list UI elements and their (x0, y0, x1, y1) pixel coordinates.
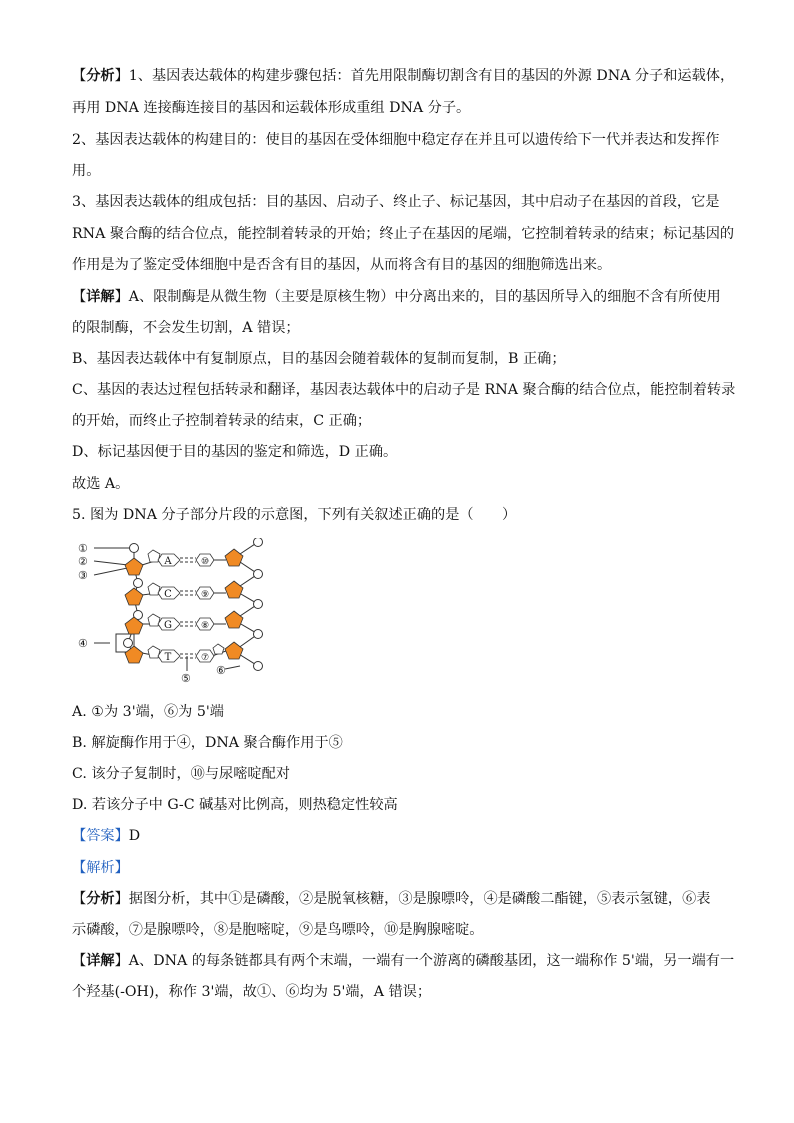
phosphate-circle (130, 544, 139, 553)
text-line: 【分析】据图分析，其中①是磷酸，②是脱氧核糖，③是腺嘌呤，④是磷酸二酯键，⑤表示氢键，⑥表 (72, 891, 711, 907)
sugar-pentagon (225, 642, 243, 659)
analysis-heading: 【解析】 (72, 860, 129, 876)
sugar-pentagon (225, 549, 243, 566)
base-label: ⑧ (200, 621, 210, 631)
callout-label: ⑥ (216, 664, 226, 677)
text-line: B、基因表达载体中有复制原点，目的基因会随着载体的复制而复制，B 正确； (72, 351, 566, 367)
sugar-pentagon (225, 581, 243, 598)
phosphate-circle (254, 538, 263, 547)
text-line: C、基因的表达过程包括转录和翻译，基因表达载体中的启动子是 RNA 聚合酶的结合位点，能控制着转录 (72, 382, 736, 398)
text-line: 2、基因表达载体的构建目的：使目的基因在受体细胞中稳定存在并且可以遗传给下一代并表达和发挥作 (72, 132, 720, 148)
text-line: 3、基因表达载体的组成包括：目的基因、启动子、终止子、标记基因，其中启动子在基因的首段，它是 (72, 194, 720, 210)
callout-label: ④ (78, 637, 88, 650)
text-line: 【分析】1、基因表达载体的构建步骤包括：首先用限制酶切割含有目的基因的外源 DNA 分子和运载体， (72, 68, 735, 84)
callout-label: ② (78, 555, 88, 568)
callout-label: ① (78, 542, 88, 555)
text-line: 示磷酸，⑦是腺嘌呤，⑧是胞嘧啶，⑨是鸟嘌呤，⑩是胸腺嘧啶。 (72, 922, 484, 938)
phosphate-circle (254, 662, 263, 671)
phosphate-circle (254, 600, 263, 609)
text-line: 故选 A。 (72, 476, 130, 492)
sugar-pentagon (125, 646, 143, 663)
sugar-pentagon (225, 611, 243, 628)
phosphate-circle (254, 570, 263, 579)
sugar-pentagon (125, 588, 143, 605)
answer-line (72, 826, 140, 846)
phosphate-circle (134, 579, 143, 588)
text-line: 作用是为了鉴定受体细胞中是否含有目的基因，从而将含有目的基因的细胞筛选出来。 (72, 257, 612, 273)
text-line: 用。 (72, 163, 101, 179)
text-line: 的限制酶，不会发生切割，A 错误； (72, 320, 300, 336)
text-line: 的开始，而终止子控制着转录的结束，C 正确； (72, 413, 372, 429)
text-line: 再用 DNA 连接酶连接目的基因和运载体形成重组 DNA 分子。 (72, 100, 471, 116)
callout-label: ⑤ (181, 672, 191, 684)
base-pentagon (213, 644, 224, 654)
text-line: 【详解】A、DNA 的每条链都具有两个末端，一端有一个游离的磷酸基团，这一端称作 5'端，另一端有一 (72, 953, 735, 969)
sugar-pentagon (125, 558, 143, 575)
option-b[interactable]: B. 解旋酶作用于④，DNA 聚合酶作用于⑤ (72, 735, 343, 751)
text-line: 【详解】A、限制酶是从微生物（主要是原核生物）中分离出来的，目的基因所导入的细胞不含有所使用 (72, 289, 721, 305)
text-line: D、标记基因便于目的基因的鉴定和筛选，D 正确。 (72, 444, 398, 460)
base-label: T (164, 652, 172, 663)
base-label: ⑨ (200, 590, 210, 600)
dna-diagram (72, 538, 272, 684)
question-stem: 5. 图为 DNA 分子部分片段的示意图，下列有关叙述正确的是（ ） (72, 507, 517, 523)
base-label: ⑩ (200, 557, 210, 567)
base-label: ⑦ (200, 653, 210, 663)
option-a[interactable]: A. ①为 3'端，⑥为 5'端 (72, 704, 224, 720)
answer-value: D (128, 828, 141, 844)
option-d[interactable]: D. 若该分子中 G-C 碱基对比例高，则热稳定性较高 (72, 797, 398, 813)
phosphate-circle (124, 639, 133, 648)
option-c[interactable]: C. 该分子复制时，⑩与尿嘧啶配对 (72, 766, 290, 782)
base-label: A (164, 556, 172, 567)
base-label: C (164, 589, 172, 600)
callout-label: ③ (78, 569, 88, 582)
answer-label: 【答案】 (72, 828, 129, 844)
text-line: RNA 聚合酶的结合位点，能控制着转录的开始；终止子在基因的尾端，它控制着转录的结束；标记基因的 (72, 226, 735, 242)
text-line: 个羟基(-OH)，称作 3'端，故①、⑥均为 5'端，A 错误； (72, 984, 432, 1000)
sugar-pentagon (125, 617, 143, 634)
phosphate-circle (254, 630, 263, 639)
base-label: G (164, 620, 172, 631)
